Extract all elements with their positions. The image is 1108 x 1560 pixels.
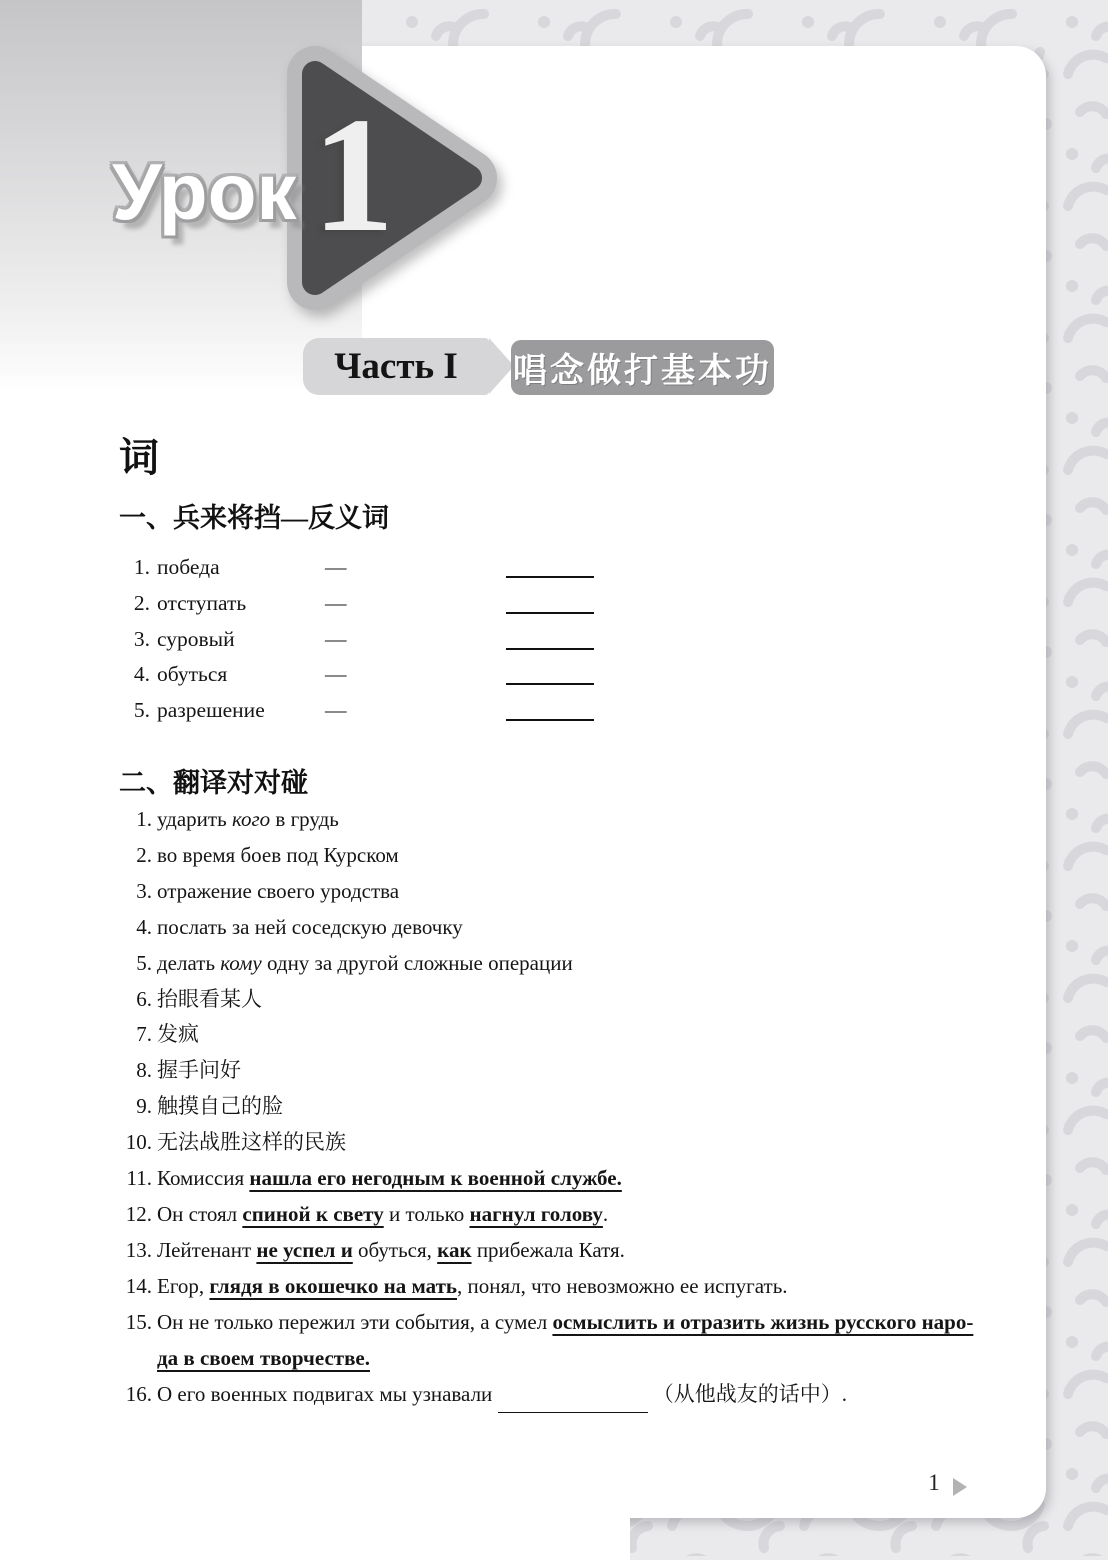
phrase-item: [120, 1161, 1040, 1197]
text-segment: спиной к свету: [242, 1201, 384, 1226]
item-number: 14.: [125, 1273, 152, 1298]
item-number: 5.: [133, 698, 150, 723]
text-segment: одну за другой сложные операции: [261, 950, 573, 975]
item-number: 13.: [125, 1237, 152, 1262]
text-segment: Он не только пережил эти события, а сумел: [157, 1309, 553, 1334]
text-segment: ударить: [157, 807, 232, 831]
item-word: обуться: [157, 662, 228, 687]
text-segment: как: [437, 1237, 472, 1262]
answer-blank: [506, 586, 594, 614]
item-word: суровый: [157, 626, 235, 651]
antonym-row: [120, 622, 680, 658]
text-segment: не успел и: [256, 1237, 353, 1262]
phrase-item: [120, 1377, 1040, 1414]
text-segment: , понял, что невозможно ее испугать.: [457, 1273, 788, 1298]
text-segment: Он стоял: [157, 1201, 243, 1226]
phrase-item: [120, 982, 1040, 1018]
text-segment: и только: [383, 1201, 470, 1226]
text-segment: Комиссия: [157, 1166, 250, 1191]
antonym-row: [120, 550, 680, 586]
answer-blank: [498, 1377, 648, 1414]
lesson-number: 1: [312, 83, 395, 266]
item-word: разрешение: [157, 698, 265, 723]
phrase-item: [120, 874, 1040, 910]
exercise2-heading: 二、翻译对对碰: [119, 768, 308, 798]
answer-blank: [506, 657, 594, 685]
text-segment: 握手问好: [157, 1058, 241, 1083]
item-number: 2.: [136, 842, 152, 867]
text-segment: кого: [231, 807, 271, 831]
phrase-item: [120, 838, 1040, 874]
item-number: 9.: [136, 1094, 152, 1119]
phrase-item: [120, 1053, 1040, 1089]
item-number: 12.: [125, 1201, 152, 1226]
page-number: 1: [928, 1470, 940, 1495]
answer-blank: [506, 622, 594, 650]
item-number: 3.: [133, 626, 150, 651]
text-segment: кому: [220, 950, 262, 975]
book-page-bottom-left: [0, 1490, 630, 1560]
item-number: 2.: [133, 590, 150, 615]
phrase-list: [120, 802, 1040, 1413]
item-number: 15.: [125, 1309, 152, 1334]
text-segment: О его военных подвигах мы узнавали: [157, 1381, 498, 1406]
dash: —: [325, 590, 347, 615]
item-number: 4.: [133, 662, 150, 687]
text-segment: 触摸自己的脸: [157, 1094, 283, 1119]
phrase-item: [120, 1197, 1040, 1233]
item-number: 4.: [136, 914, 152, 939]
phrase-item: [120, 1089, 1040, 1125]
page-corner-triangle-icon: [953, 1478, 967, 1496]
dash: —: [325, 698, 347, 723]
item-number: 1.: [133, 555, 150, 579]
text-segment: Егор,: [157, 1273, 210, 1298]
text-segment: в грудь: [270, 807, 339, 831]
antonym-row: [120, 586, 680, 622]
text-segment: глядя в окошечко на мать: [209, 1273, 458, 1298]
answer-blank: [506, 693, 594, 721]
item-number: 16.: [125, 1381, 152, 1406]
item-number: 6.: [136, 986, 152, 1011]
dash: —: [325, 555, 347, 579]
phrase-item: [120, 1269, 1040, 1305]
answer-blank: [506, 550, 594, 578]
text-segment: 无法战胜这样的民族: [157, 1130, 346, 1155]
phrase-item: [120, 910, 1040, 946]
item-number: 10.: [125, 1130, 152, 1155]
text-segment: нагнул голову: [469, 1201, 603, 1226]
text-segment: отражение своего уродства: [157, 878, 400, 903]
text-segment: да в своем творчестве.: [157, 1345, 370, 1370]
phrase-item: [120, 1305, 1040, 1377]
word-section-title: 词: [119, 436, 159, 480]
text-segment: Лейтенант: [157, 1237, 257, 1262]
item-number: 5.: [136, 950, 152, 975]
item-word: отступать: [157, 590, 247, 615]
lesson-word: Урок: [112, 147, 297, 236]
part-banner: [303, 338, 489, 395]
dash: —: [325, 626, 347, 651]
antonym-list: [120, 550, 680, 729]
part-label: Часть I: [334, 346, 458, 387]
item-number: 8.: [136, 1058, 152, 1083]
item-number: 1.: [136, 807, 152, 831]
text-segment: осмыслить и отразить жизнь русского наро-: [552, 1309, 974, 1334]
text-segment: 发疯: [157, 1022, 199, 1047]
text-segment: послать за ней соседскую девочку: [157, 914, 463, 939]
text-segment: во время боев под Курском: [157, 842, 399, 867]
text-segment: .: [602, 1201, 609, 1226]
phrase-item: [120, 946, 1040, 982]
text-segment: делать: [157, 950, 221, 975]
item-number: 7.: [136, 1022, 152, 1047]
text-segment: нашла его негодным к военной службе.: [249, 1166, 622, 1191]
item-number: 11.: [126, 1166, 152, 1191]
phrase-item: [120, 802, 1040, 838]
dash: —: [325, 662, 347, 687]
exercise1-heading: 一、兵来将挡—反义词: [119, 503, 389, 533]
phrase-item: [120, 1125, 1040, 1161]
text-segment: 抬眼看某人: [157, 986, 262, 1011]
text-segment: обуться,: [352, 1237, 438, 1262]
text-segment: прибежала Катя.: [471, 1237, 625, 1262]
antonym-row: [120, 657, 680, 693]
text-segment: （从他战友的话中）.: [647, 1381, 848, 1406]
part-title-zh: 唱念做打基本功: [511, 340, 774, 395]
item-number: 3.: [136, 878, 152, 903]
phrase-item: [120, 1017, 1040, 1053]
phrase-item: [120, 1233, 1040, 1269]
item-word: победа: [157, 555, 220, 579]
antonym-row: [120, 693, 680, 729]
